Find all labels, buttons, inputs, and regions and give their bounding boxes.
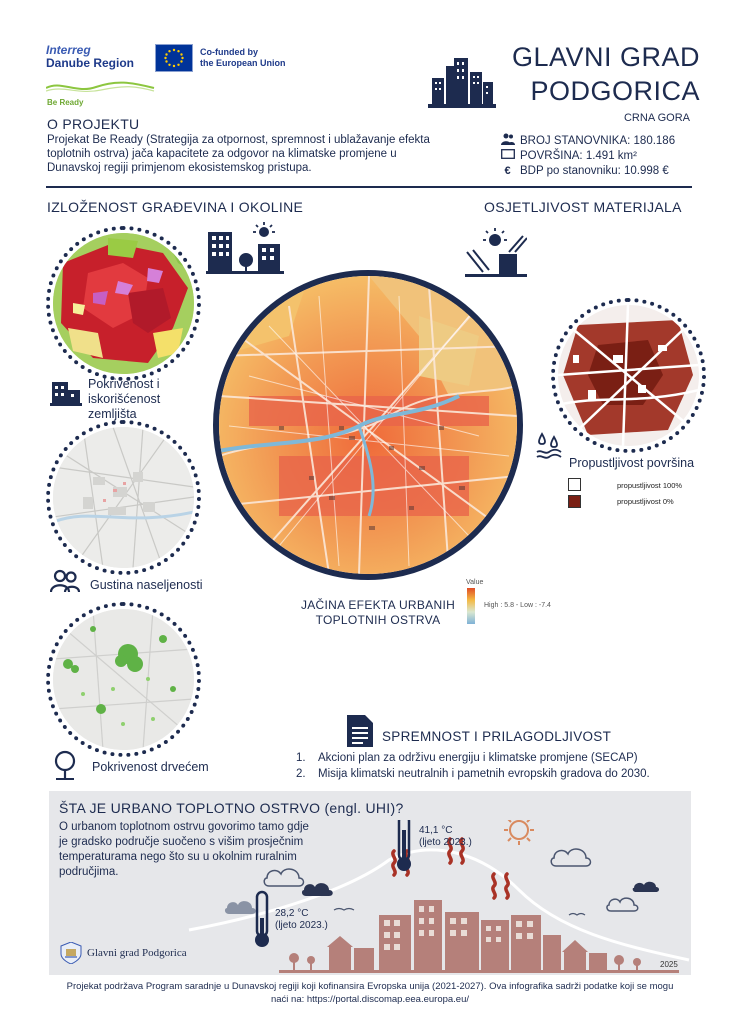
exposure-heading: IZLOŽENOST GRAĐEVINA I OKOLINE (47, 199, 304, 215)
land-cover-label: Pokrivenost i iskorišćenost zemljišta (88, 377, 161, 421)
permeability-map (558, 305, 699, 446)
temp-low: 28,2 °C (ljeto 2023.) (275, 908, 328, 931)
city-buildings-icon (428, 56, 496, 108)
uhi-legend-title: Value (466, 579, 484, 586)
solar-material-icon (465, 226, 527, 278)
readiness-item: 2. Misija klimatski neutralnih i pametnih evropskih gradova do 2030. (296, 768, 650, 780)
eu-cofunded-text: Co-funded by the European Union (200, 47, 286, 68)
country-label: CRNA GORA (623, 112, 690, 124)
podgorica-coat-of-arms-icon (59, 942, 83, 964)
footer-text: Projekat podržava Program saradnje u Dunavskoj regiji koji kofinansira Evropska unija (2021-2027). Ova infografika sadrži podatke koji se mogu naći na: https://portal.discomap.eea.europa.eu/ (66, 981, 674, 1005)
uhi-map-title: JAČINA EFEKTA URBANIH TOPLOTNIH OSTRVA (300, 598, 456, 627)
be-ready-wave-icon (46, 80, 156, 94)
readiness-list (296, 750, 650, 782)
project-heading: O PROJEKTU (47, 116, 140, 132)
city-stats (500, 134, 675, 179)
land-use-building-icon (50, 378, 82, 406)
temp-high: 41,1 °C (ljeto 2023.) (419, 825, 472, 848)
document-icon (345, 713, 375, 749)
density-label: Gustina naseljenosti (90, 578, 203, 592)
year-label: 2025 (660, 960, 678, 969)
tree-cover-label: Pokrivenost drvećem (92, 760, 209, 774)
people-density-icon (50, 569, 80, 593)
euro-icon: € (504, 165, 511, 177)
header-divider (46, 186, 692, 188)
tree-cover-map (53, 609, 194, 750)
uhi-info-heading: ŠTA JE URBANO TOPLOTNO OSTRVO (engl. UHI)? (59, 800, 404, 816)
uhi-info-text: O urbanom toplotnom ostrvu govorimo tamo gdje je gradsko područje suočeno s višim prosječnim temperaturama nego što su u okolnim ruralnim područjima. (59, 821, 309, 878)
population-density-map (53, 427, 194, 568)
eu-flag-icon (155, 44, 193, 72)
uhi-gradient-bar (467, 588, 475, 624)
be-ready-logo: Be Ready (47, 98, 84, 107)
legend-text-0: propustljivost 0% (617, 497, 674, 506)
legend-swatch-100 (568, 478, 581, 491)
page-title: GLAVNI GRAD PODGORICA (511, 42, 700, 106)
buildings-sun-icon (206, 222, 284, 274)
water-drops-icon (535, 432, 563, 460)
stat-area: POVRŠINA: 1.491 km² (500, 149, 675, 164)
stat-gdp: € BDP po stanovniku: 10.998 € (500, 164, 675, 179)
legend-swatch-0 (568, 495, 581, 508)
area-square-icon (500, 149, 515, 164)
tree-icon (53, 750, 77, 780)
materials-heading: OSJETLJIVOST MATERIJALA (484, 199, 682, 215)
permeability-label: Propustljivost površina (569, 456, 695, 470)
interreg-logo: Interreg Danube Region (46, 43, 135, 70)
legend-text-100: propustljivost 100% (617, 481, 683, 490)
people-icon (500, 133, 515, 150)
stat-population: BROJ STANOVNIKA: 180.186 (500, 134, 675, 149)
uhi-legend-range: High : 5.8 - Low : -7.4 (484, 602, 551, 609)
project-description: Projekat Be Ready (Strategija za otpornost, spremnost i ublažavanje efekta toplotnih ostrva) jača kapacitete za odgovor na klimatske promjene u Dunavskoj regiji primjenom ekosistemskog pristupa. (47, 134, 430, 174)
uhi-heat-map (213, 270, 523, 580)
city-logo-text: Glavni grad Podgorica (87, 947, 187, 959)
readiness-heading: SPREMNOST I PRILAGODLJIVOST (382, 729, 612, 744)
readiness-item: 1. Akcioni plan za održivu energiju i klimatske promjene (SECAP) (296, 752, 638, 764)
land-cover-map (53, 233, 194, 374)
